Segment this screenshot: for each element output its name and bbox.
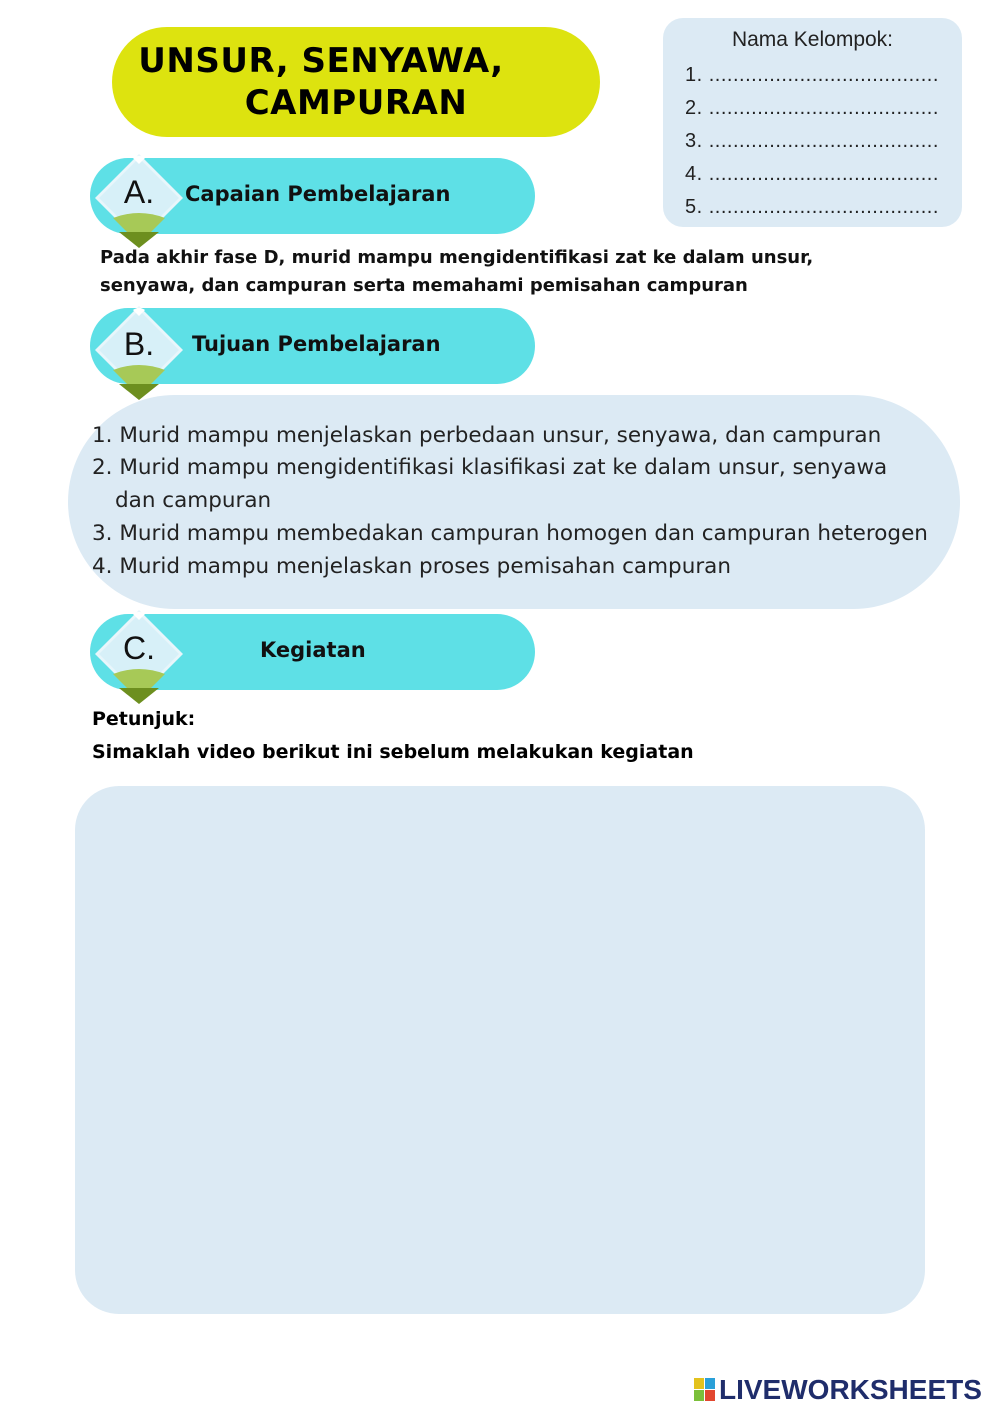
section-b-letter: B. [123, 325, 155, 362]
capaian-text [100, 244, 860, 300]
capaian-line-2: senyawa, dan campuran serta memahami pemisahan campuran [100, 275, 748, 296]
goal-item-4: 4. Murid mampu menjelaskan proses pemisahan campuran [92, 554, 731, 579]
section-b-label: Tujuan Pembelajaran [192, 332, 441, 356]
group-name-row-1[interactable]: 1. ...................................... [685, 64, 939, 86]
goal-item-2-continued: dan campuran [115, 488, 272, 513]
group-heading: Nama Kelompok: [731, 28, 894, 51]
liveworksheets-brand: LIVEWORKSHEETS [719, 1374, 982, 1405]
group-name-row-5[interactable]: 5. ...................................... [685, 196, 939, 218]
group-name-row-3[interactable]: 3. ...................................... [685, 130, 939, 152]
group-name-row-2[interactable]: 2. ...................................... [685, 97, 939, 119]
goal-item-1: 1. Murid mampu menjelaskan perbedaan unsur, senyawa, dan campuran [92, 423, 882, 448]
section-c-letter: C. [123, 629, 155, 666]
section-c-badge [93, 608, 185, 700]
group-names-box [663, 18, 962, 227]
capaian-line-1: Pada akhir fase D, murid mampu mengidentifikasi zat ke dalam unsur, [100, 247, 814, 268]
title-line-2: CAMPURAN [244, 83, 468, 123]
petunjuk-label: Petunjuk: [92, 708, 196, 730]
group-name-row-4[interactable]: 4. ...................................... [685, 163, 939, 185]
section-a-label: Capaian Pembelajaran [185, 182, 451, 206]
liveworksheets-logo[interactable] [694, 1376, 982, 1404]
video-area[interactable] [75, 786, 925, 1314]
petunjuk-instruction: Simaklah video berikut ini sebelum melakukan kegiatan [92, 741, 694, 763]
section-b-badge [93, 304, 185, 396]
goal-item-3: 3. Murid mampu membedakan campuran homogen dan campuran heterogen [92, 521, 928, 546]
liveworksheets-logo-icon [694, 1378, 716, 1402]
goal-item-2: 2. Murid mampu mengidentifikasi klasifikasi zat ke dalam unsur, senyawa [92, 455, 888, 480]
section-c-label: Kegiatan [260, 638, 366, 662]
section-a-letter: A. [123, 173, 155, 210]
section-a-badge [93, 152, 185, 244]
worksheet-title [112, 27, 600, 137]
title-line-1: UNSUR, SENYAWA, [138, 41, 504, 81]
